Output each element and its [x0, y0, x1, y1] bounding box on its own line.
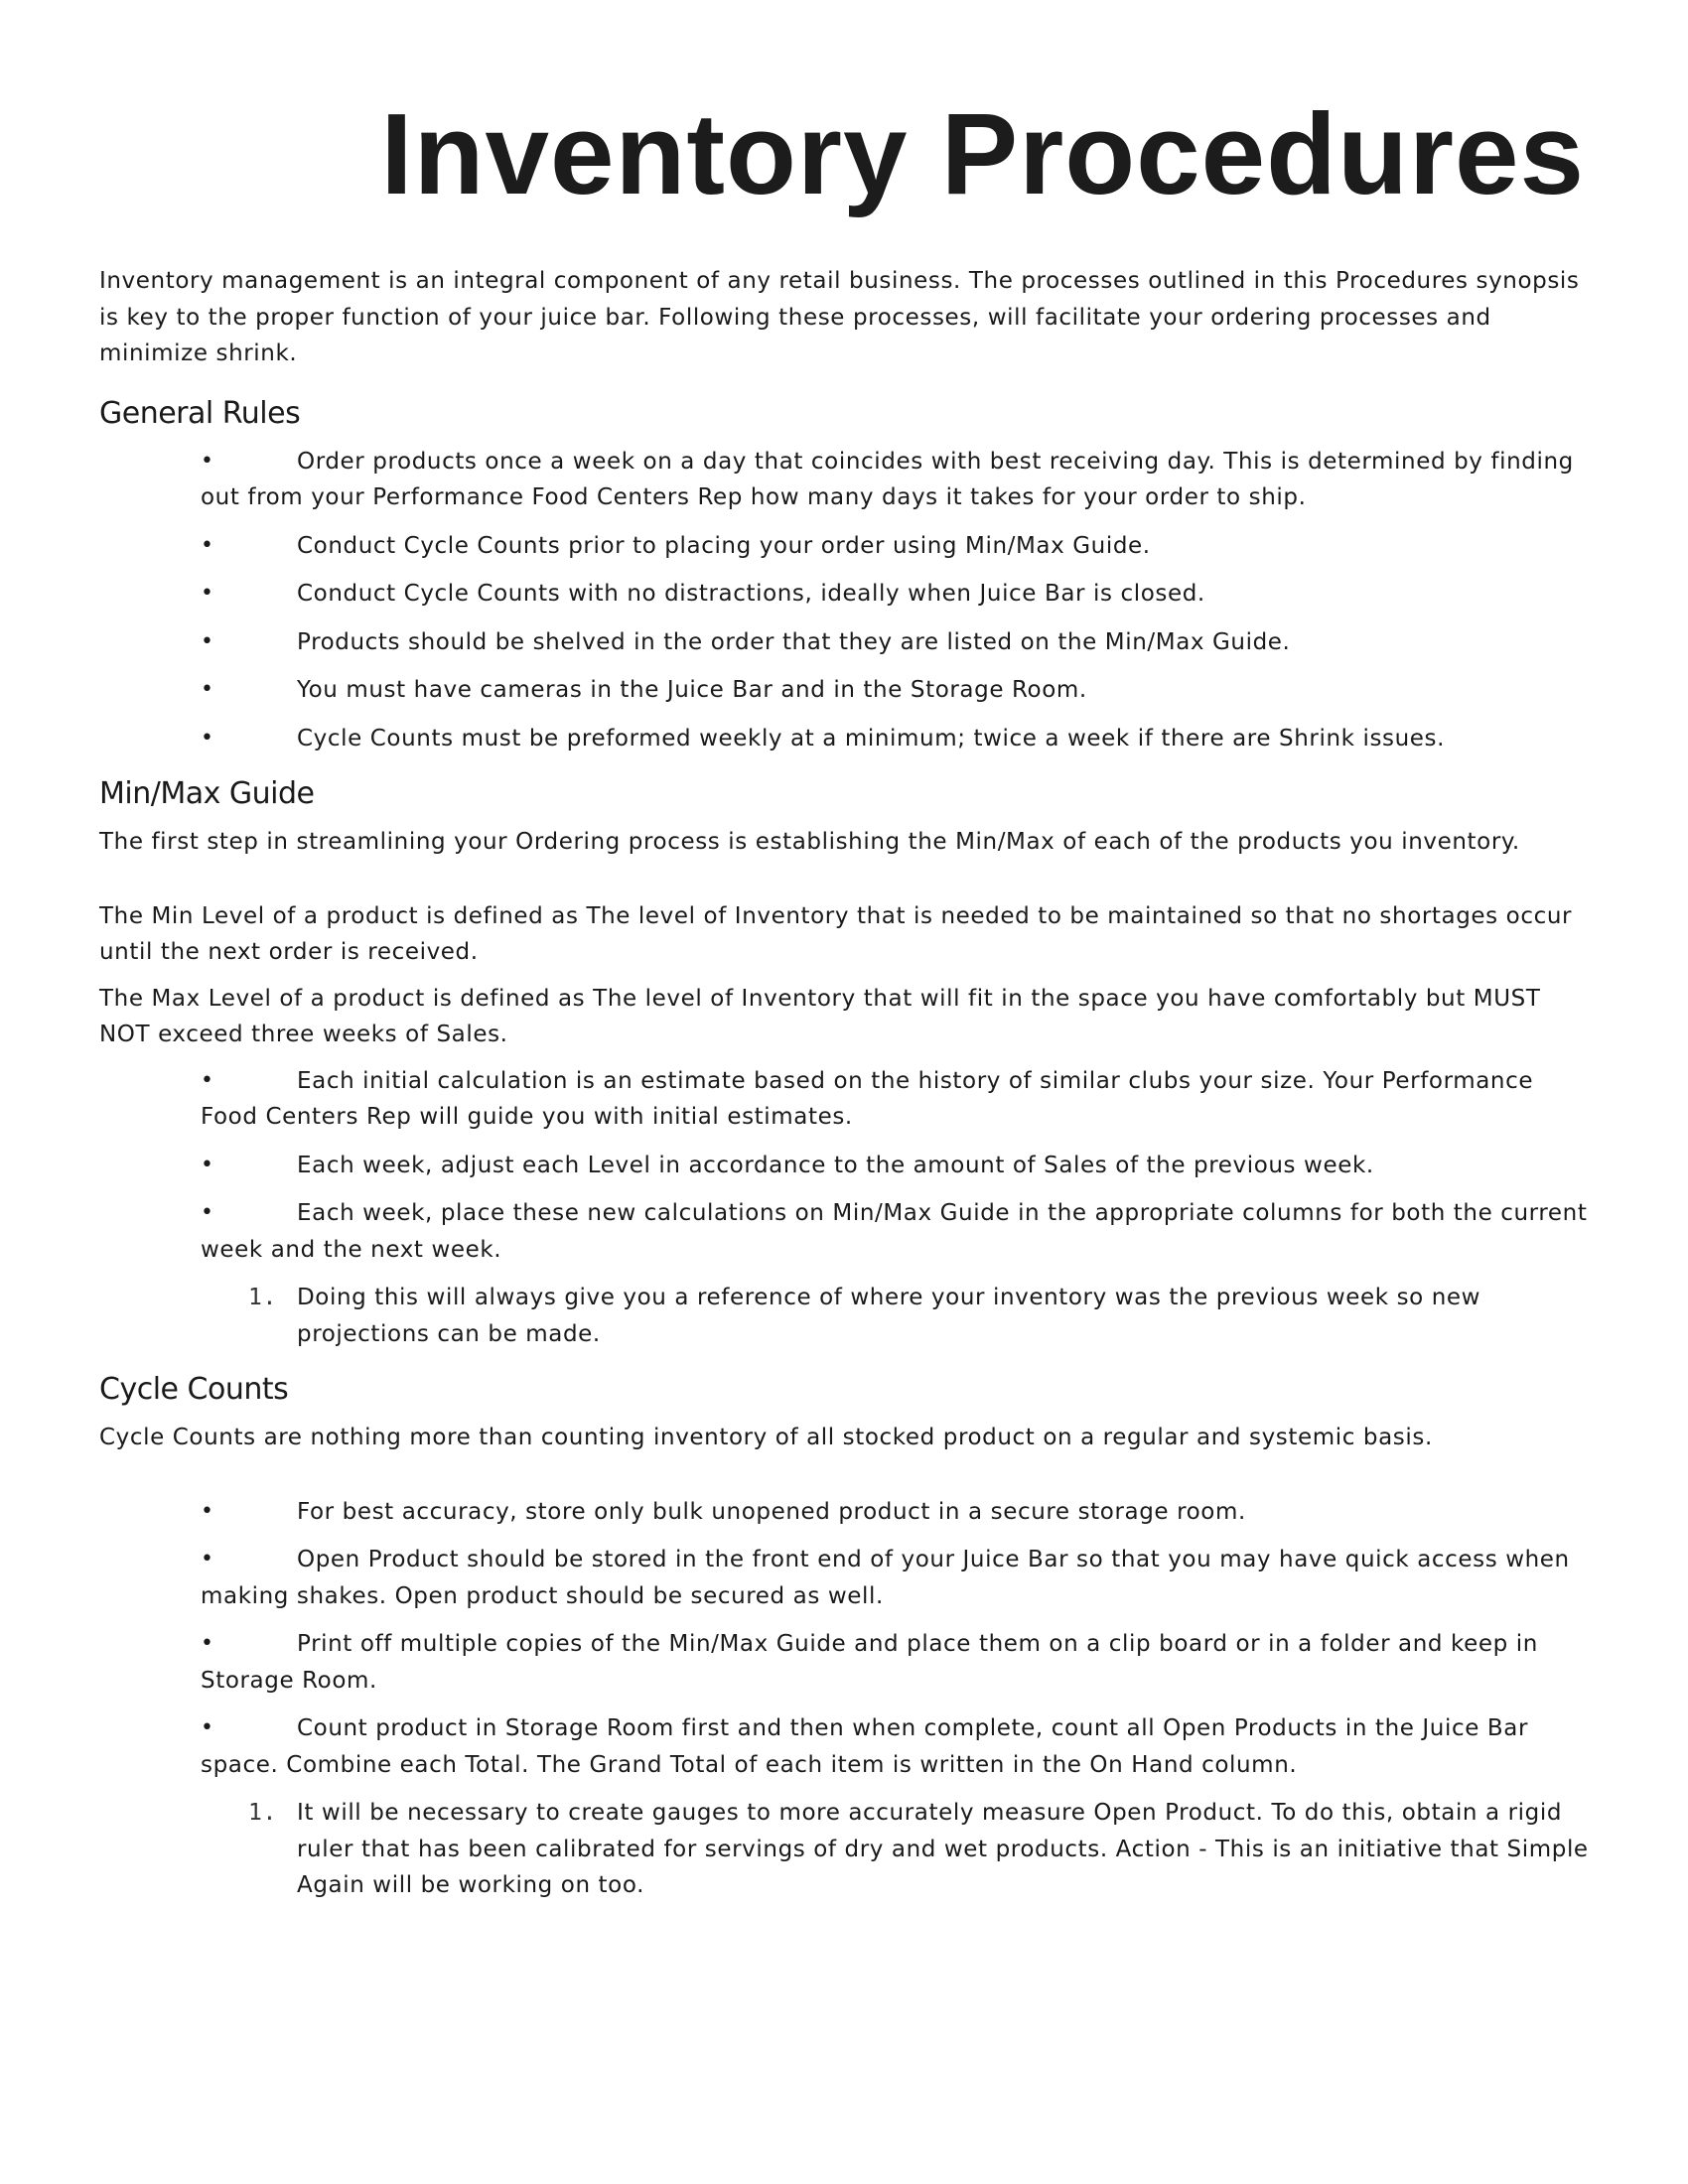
cycle-counts-heading: Cycle Counts	[99, 1372, 289, 1407]
bullet-icon: •	[201, 1152, 214, 1177]
list-number: 1.	[248, 1800, 277, 1826]
min-level-definition: The Min Level of a product is defined as The level of Inventory that is needed to be maintained so that no shortages occur until the next order is received.	[99, 902, 1573, 965]
general-rules-list	[99, 444, 1589, 757]
list-number: 1.	[248, 1285, 277, 1310]
bullet-icon: •	[201, 1631, 214, 1656]
max-level-definition: The Max Level of a product is defined as The level of Inventory that will fit in the space you have comfortably but MUST NOT exceed three weeks of Sales.	[99, 985, 1541, 1047]
list-item: • Count product in Storage Room first and then when complete, count all Open Products in the Juice Bar space. Combine each Total. The Grand Total of each item is written in the On Hand column.	[201, 1710, 1589, 1783]
list-item: • You must have cameras in the Juice Bar and in the Storage Room.	[201, 672, 1589, 709]
list-item: • Each initial calculation is an estimate based on the history of similar clubs your size. Your Performance Food Centers Rep will guide you with initial estimates.	[201, 1063, 1589, 1136]
cycle-counts-list	[99, 1494, 1589, 1784]
general-rules-heading: General Rules	[99, 395, 301, 431]
bullet-icon: •	[201, 1715, 214, 1740]
min-max-heading: Min/Max Guide	[99, 776, 315, 811]
list-item: • Cycle Counts must be preformed weekly at a minimum; twice a week if there are Shrink issues.	[201, 721, 1589, 757]
list-item: • Open Product should be stored in the front end of your Juice Bar so that you may have quick access when making shakes. Open product should be secured as well.	[201, 1542, 1589, 1614]
bullet-icon: •	[201, 725, 214, 751]
list-item: • Each week, adjust each Level in accordance to the amount of Sales of the previous week.	[201, 1148, 1589, 1184]
min-max-list	[99, 1063, 1589, 1269]
bullet-icon: •	[201, 1547, 214, 1571]
intro-paragraph: Inventory management is an integral component of any retail business. The processes outlined in this Procedures synopsis is key to the proper function of your juice bar. Following these processes, will facilitate your ordering processes and minimize shrink.	[99, 268, 1580, 366]
list-item: • For best accuracy, store only bulk unopened product in a secure storage room.	[201, 1494, 1589, 1531]
document-page	[99, 84, 1589, 1916]
bullet-icon: •	[201, 581, 214, 606]
bullet-icon: •	[201, 628, 214, 654]
page-title: Inventory Procedures	[380, 89, 1585, 218]
bullet-icon: •	[201, 532, 214, 558]
numbered-item: 1. It will be necessary to create gauges to more accurately measure Open Product. To do this, obtain a rigid ruler that has been calibrated for servings of dry and wet products. Action - This is an initiative that Simple Again will be working on too.	[99, 1795, 1589, 1904]
list-item: • Conduct Cycle Counts with no distractions, ideally when Juice Bar is closed.	[201, 576, 1589, 613]
bullet-icon: •	[201, 448, 214, 474]
cycle-counts-intro: Cycle Counts are nothing more than counting inventory of all stocked product on a regular and systemic basis.	[99, 1425, 1433, 1450]
bullet-icon: •	[201, 1498, 214, 1524]
list-item: • Products should be shelved in the order that they are listed on the Min/Max Guide.	[201, 624, 1589, 661]
bullet-icon: •	[201, 1200, 214, 1225]
min-max-intro: The first step in streamlining your Ordering process is establishing the Min/Max of each of the products you inventory.	[99, 829, 1520, 855]
list-item: • Each week, place these new calculations on Min/Max Guide in the appropriate columns for both the current week and the next week.	[201, 1195, 1589, 1268]
bullet-icon: •	[201, 1067, 214, 1093]
list-item: • Order products once a week on a day that coincides with best receiving day. This is determined by finding out from your Performance Food Centers Rep how many days it takes for your order to ship.	[201, 444, 1589, 516]
list-item: • Print off multiple copies of the Min/Max Guide and place them on a clip board or in a folder and keep in Storage Room.	[201, 1626, 1589, 1699]
bullet-icon: •	[201, 677, 214, 702]
list-item: • Conduct Cycle Counts prior to placing your order using Min/Max Guide.	[201, 528, 1589, 565]
numbered-item: 1. Doing this will always give you a reference of where your inventory was the previous week so new projections can be made.	[99, 1280, 1589, 1352]
